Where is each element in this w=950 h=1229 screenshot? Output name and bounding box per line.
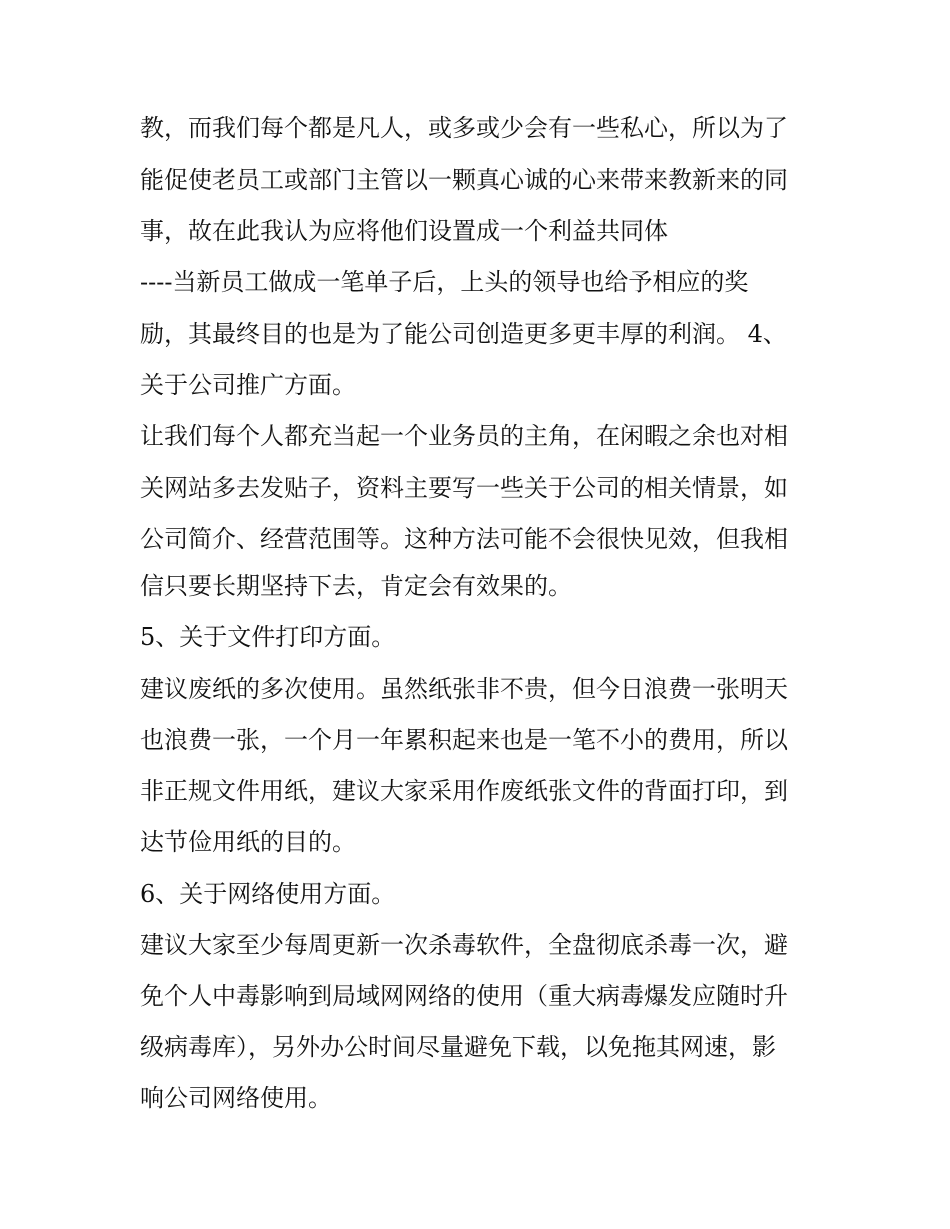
text-line: 教，而我们每个都是凡人，或多或少会有一些私心，所以为了 [140, 114, 788, 142]
text-line: 建议大家至少每周更新一次杀毒软件，全盘彻底杀毒一次，避 [140, 931, 788, 959]
text-line: 信只要长期坚持下去，肯定会有效果的。 [140, 572, 572, 600]
text-line: 关于公司推广方面。 [140, 371, 356, 399]
text-line: 免个人中毒影响到局域网网络的使用（重大病毒爆发应随时升 [140, 982, 788, 1010]
text-line: 响公司网络使用。 [140, 1084, 332, 1112]
text-line: 非正规文件用纸，建议大家采用作废纸张文件的背面打印，到 [140, 777, 788, 805]
text-line: 公司简介、经营范围等。这种方法可能不会很快见效，但我相 [140, 525, 788, 553]
section-heading: 5、关于文件打印方面。 [140, 623, 396, 651]
text-line: 也浪费一张，一个月一年累积起来也是一笔不小的费用，所以 [140, 726, 788, 754]
text-line: ----当新员工做成一笔单子后，上头的领导也给予相应的奖 [140, 268, 749, 296]
text-line: 建议废纸的多次使用。虽然纸张非不贵，但今日浪费一张明天 [140, 675, 788, 703]
text-line: 达节俭用纸的目的。 [140, 828, 356, 856]
text-line: 能促使老员工或部门主管以一颗真心诚的心来带来教新来的同 [140, 166, 788, 194]
text-line: 级病毒库），另外办公时间尽量避免下载，以免拖其网速，影 [140, 1033, 776, 1061]
text-line: 励，其最终目的也是为了能公司创造更多更丰厚的利润。 4、 [140, 320, 787, 348]
text-line: 让我们每个人都充当起一个业务员的主角，在闲暇之余也对相 [140, 422, 788, 450]
text-line: 事，故在此我认为应将他们设置成一个利益共同体 [140, 217, 668, 245]
section-heading: 6、关于网络使用方面。 [140, 880, 396, 908]
text-line: 关网站多去发贴子，资料主要写一些关于公司的相关情景，如 [140, 474, 788, 502]
